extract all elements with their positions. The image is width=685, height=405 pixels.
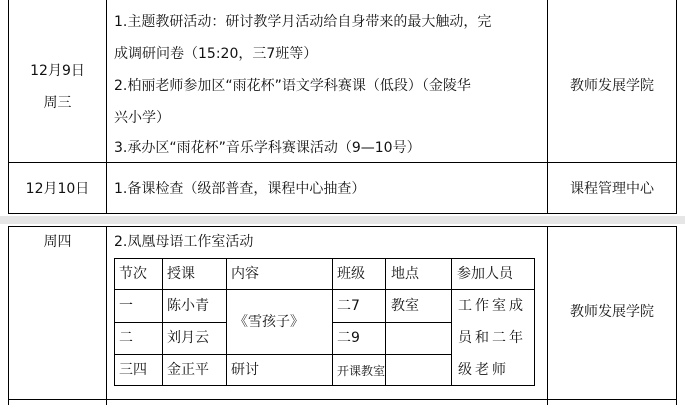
inner-header-content: 内容 (231, 266, 259, 282)
inner-header-period: 节次 (119, 266, 147, 282)
row3-item: 2.凤凰母语工作室活动 (114, 234, 254, 250)
page-gap (0, 216, 685, 224)
inner-content-merged: 《雪孩子》 (234, 314, 304, 330)
inner-r3-content: 研讨 (231, 362, 259, 378)
row1-item-line: 兴小学） (114, 110, 170, 126)
row1-dept: 教师发展学院 (570, 78, 654, 94)
inner-header-class: 班级 (337, 266, 365, 282)
row1-item-line: 成调研问卷（15:20，三7班等） (114, 46, 318, 62)
row2-date: 12月10日 (25, 181, 90, 197)
inner-table-border (114, 289, 535, 290)
row1-weekday: 周三 (43, 95, 72, 111)
inner-table-border (226, 258, 227, 386)
inner-participants-line: 员和二年 (458, 330, 526, 346)
inner-table-border (114, 322, 226, 323)
row3-weekday: 周四 (43, 234, 72, 250)
inner-table-border (332, 322, 452, 323)
row1-item-line: 2.柏丽老师参加区“雨花杯”语文学科赛课（低段）（金陵华 (114, 78, 471, 94)
row2-dept: 课程管理中心 (570, 181, 654, 197)
table-border (8, 399, 677, 400)
table-border (106, 0, 107, 214)
inner-table-border (114, 354, 452, 355)
inner-r1-class: 二7 (337, 298, 360, 314)
table-border (8, 226, 9, 405)
table-border (8, 213, 677, 214)
inner-table-border (534, 258, 535, 386)
table-border (676, 0, 677, 214)
inner-header-place: 地点 (391, 266, 419, 282)
inner-r2-teacher: 刘月云 (167, 330, 209, 346)
inner-table-border (114, 385, 535, 386)
table-border (676, 226, 677, 405)
inner-table-border (114, 258, 535, 259)
inner-r2-period: 二 (119, 330, 133, 346)
inner-r3-teacher: 金正平 (167, 362, 209, 378)
inner-r3-period: 三四 (119, 362, 147, 378)
table-border (8, 162, 677, 163)
row2-item: 1.备课检查（级部普查，课程中心抽查） (114, 181, 366, 197)
table-border (106, 226, 107, 405)
row1-item-line: 3.承办区“雨花杯”音乐学科赛课活动（9—10号） (114, 140, 421, 156)
inner-participants-line: 工作室成 (458, 298, 526, 314)
inner-r2-class: 二9 (337, 330, 360, 346)
inner-r3-place: 开课教室 (337, 364, 386, 378)
row1-date: 12月9日 (30, 63, 85, 79)
inner-header-participants: 参加人员 (457, 266, 513, 282)
inner-r1-period: 一 (119, 298, 133, 314)
table-border (8, 226, 677, 227)
inner-header-teacher: 授课 (167, 266, 195, 282)
row3-dept: 教师发展学院 (570, 304, 654, 320)
inner-participants-line: 级老师 (458, 362, 509, 378)
inner-r1-teacher: 陈小青 (167, 298, 209, 314)
row1-item-line: 1.主题教研活动：研讨教学月活动给自身带来的最大触动，完 (114, 14, 492, 30)
inner-place-merged: 教室 (391, 298, 419, 314)
